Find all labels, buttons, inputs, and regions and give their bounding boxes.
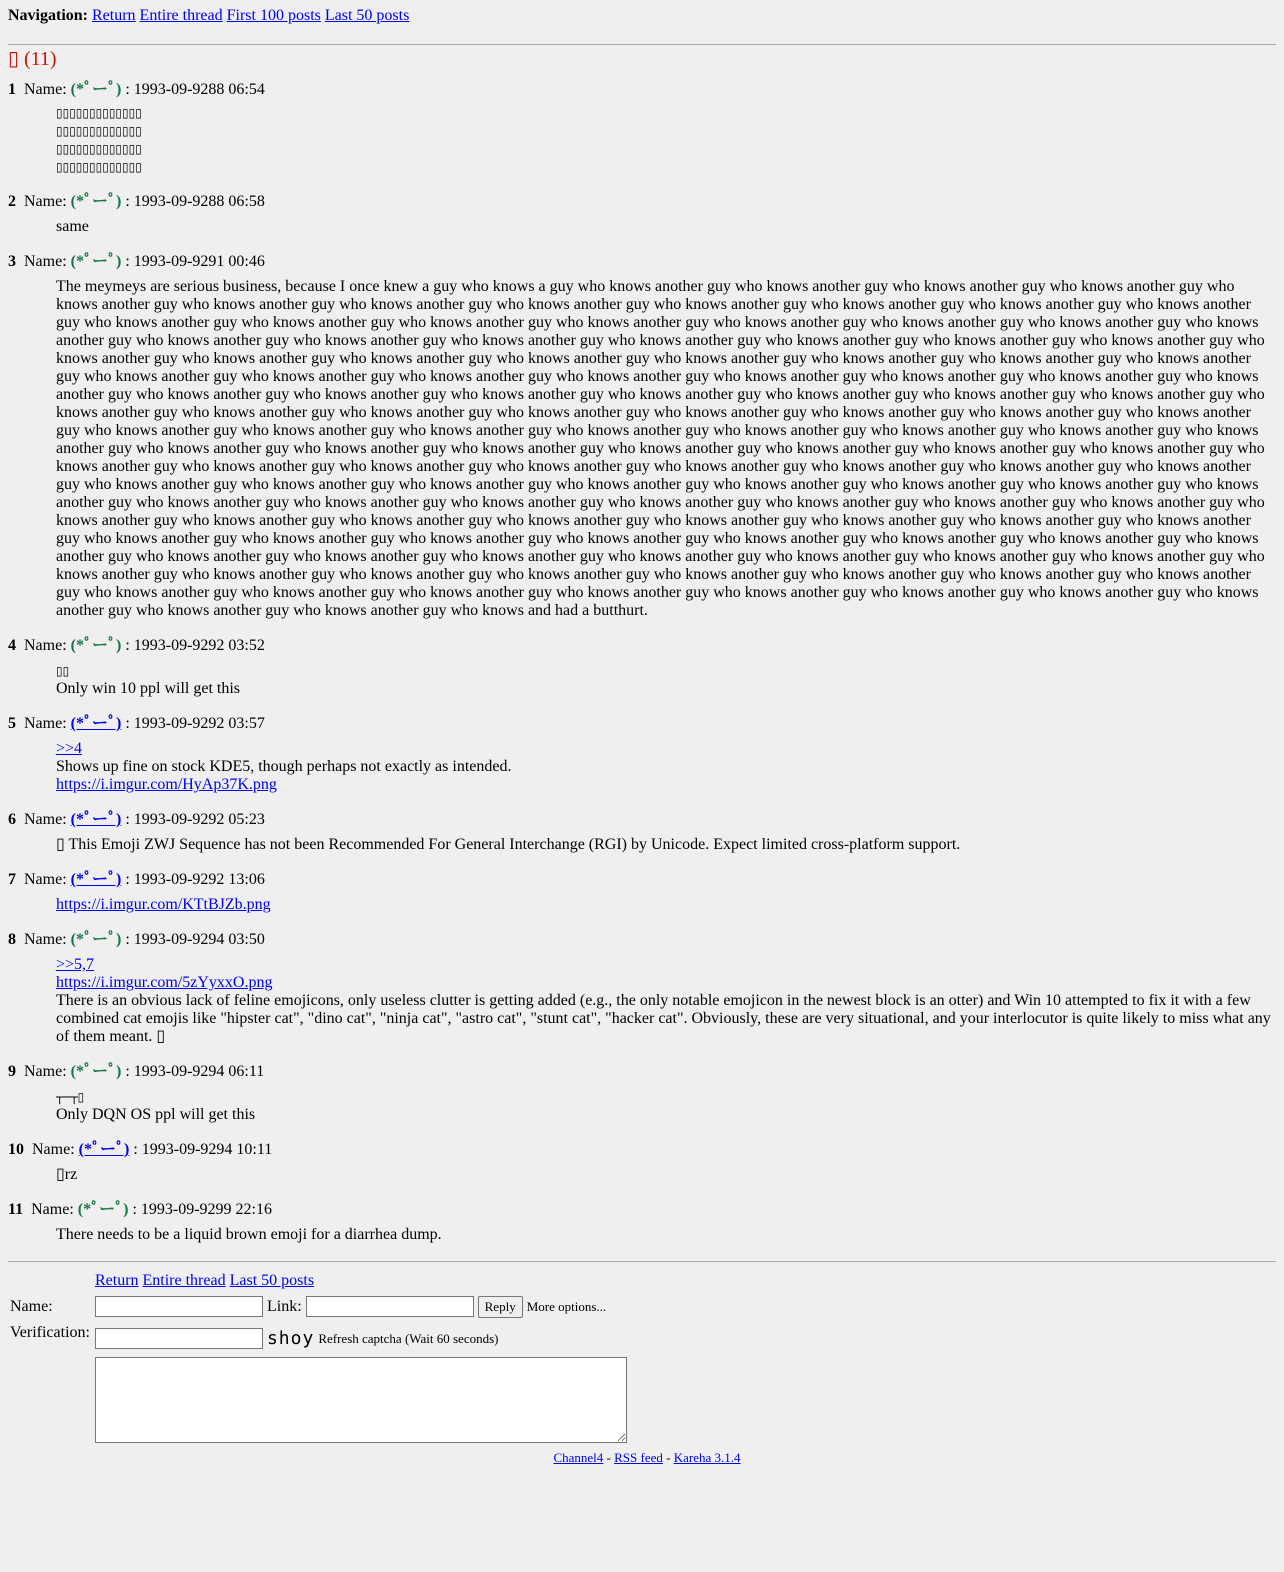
post-date: : 1993-09-9299 22:16 <box>132 1201 272 1218</box>
post-line: ┬─┬▯ <box>56 1090 85 1104</box>
post-header <box>8 192 1276 212</box>
post <box>8 930 1276 1046</box>
post <box>8 80 1276 176</box>
post-body <box>56 1226 1276 1244</box>
post-header <box>8 810 1276 830</box>
poster-name-link[interactable]: (*ﾟーﾟ) <box>70 811 122 828</box>
post <box>8 192 1276 236</box>
post-body <box>56 1166 1276 1184</box>
post-body <box>56 896 1276 914</box>
captcha-image: shoy <box>266 1327 315 1349</box>
post-header <box>8 714 1276 734</box>
nav-last-50-link[interactable]: Last 50 posts <box>324 7 410 24</box>
post-body <box>56 956 1276 1046</box>
post-number: 3 <box>8 253 16 270</box>
footer <box>8 1450 1276 1466</box>
name-label: Name: <box>24 931 67 948</box>
quote-link[interactable]: >>4 <box>56 740 83 757</box>
post-body <box>56 278 1276 620</box>
captcha-field[interactable] <box>95 1328 263 1349</box>
name-label: Name: <box>32 1141 75 1158</box>
footer-separator: - <box>666 1450 671 1465</box>
post-line: same <box>56 218 89 235</box>
post <box>8 1062 1276 1124</box>
nav-return-link[interactable]: Return <box>92 7 136 24</box>
post-date: : 1993-09-9292 05:23 <box>125 811 265 828</box>
poster-name: (*ﾟーﾟ) <box>70 81 122 98</box>
post-date: : 1993-09-9288 06:54 <box>125 81 265 98</box>
nav-first-100-link[interactable]: First 100 posts <box>226 7 321 24</box>
poster-name: (*ﾟーﾟ) <box>70 193 122 210</box>
image-url-link[interactable]: https://i.imgur.com/KTtBJZb.png <box>56 896 271 913</box>
form-last-50-link[interactable]: Last 50 posts <box>229 1272 315 1289</box>
post-body <box>56 1088 1276 1124</box>
post-line: Shows up fine on stock KDE5, though perhaps not exactly as intended. <box>56 758 512 775</box>
link-field-label: Link: <box>266 1298 302 1315</box>
post-body <box>56 104 1276 176</box>
post-number: 1 <box>8 81 16 98</box>
post-line: There needs to be a liquid brown emoji for a diarrhea dump. <box>56 1226 442 1243</box>
post-number: 7 <box>8 871 16 888</box>
post-line: ▯▯▯▯▯▯▯▯▯▯▯▯▯ <box>56 142 142 156</box>
post <box>8 636 1276 698</box>
footer-rss-link[interactable]: RSS feed <box>614 1450 663 1465</box>
post-list <box>8 80 1276 1244</box>
reply-count: (11) <box>24 48 57 70</box>
post-header <box>8 870 1276 890</box>
name-label: Name: <box>24 81 67 98</box>
poster-name: (*ﾟーﾟ) <box>70 637 122 654</box>
post-line: ▯▯ <box>56 664 70 678</box>
footer-channel4-link[interactable]: Channel4 <box>553 1450 604 1465</box>
title-glyph: ▯ <box>8 48 20 70</box>
post <box>8 714 1276 794</box>
post-line: ▯▯▯▯▯▯▯▯▯▯▯▯▯ <box>56 124 142 138</box>
post-date: : 1993-09-9292 03:57 <box>125 715 265 732</box>
link-field[interactable] <box>306 1296 474 1317</box>
post-line: ▯▯▯▯▯▯▯▯▯▯▯▯▯ <box>56 160 142 174</box>
divider <box>8 1261 1276 1262</box>
name-label: Name: <box>24 637 67 654</box>
post-text: The meymeys are serious business, because I once knew a guy who knows a guy who knows another guy who knows another guy who knows another guy who knows another guy who knows another guy who knows another guy who knows another guy who knows another guy who knows another guy who knows another guy who knows another guy who knows another guy who knows another guy who knows another guy who knows another guy who knows another guy who knows another guy who knows another guy who knows another guy who knows another guy who knows another guy who knows another guy who knows another guy who knows another guy who knows another guy who knows another guy who knows another guy who knows another guy who knows another guy who knows another guy who knows another guy who knows another guy who knows another guy who knows another guy who knows another guy who knows another guy who knows another guy who knows another guy who knows another guy who knows another guy who knows another guy who knows another guy who knows another guy who knows another guy who knows another guy who knows another guy who knows another guy who knows another guy who knows another guy who knows another guy who knows another guy who knows another guy who knows another guy who knows another guy who knows another guy who knows another guy who knows another guy who knows another guy who knows another guy who knows another guy who knows another guy who knows another guy who knows another guy who knows another guy who knows another guy who knows another guy who knows another guy who knows another guy who knows another guy who knows another guy who knows another guy who knows another guy who knows another guy who knows another guy who knows another guy who knows another guy who knows another guy who knows another guy who knows another guy who knows another guy who knows another guy who knows another guy who knows another guy who knows another guy who knows another guy who knows another guy who knows another guy who knows another guy who knows another guy who knows another guy who knows another guy who knows another guy who knows another guy who knows another guy who knows another guy who knows another guy who knows another guy who knows another guy who knows another guy who knows another guy who knows another guy who knows another guy who knows another guy who knows another guy who knows another guy who knows another guy who knows another guy who knows another guy who knows another guy who knows another guy who knows another guy who knows another guy who knows another guy who knows another guy who knows another guy who knows another guy who knows another guy who knows another guy who knows another guy who knows another guy who knows another guy who knows another guy who knows another guy who knows another guy who knows another guy who knows another guy who knows another guy who knows another guy who knows another guy who knows another guy who knows another guy who knows another guy who knows another guy who knows another guy who knows another guy who knows another guy who knows another guy who knows and had a butthurt. <box>56 278 1265 619</box>
post-line: ▯▯▯▯▯▯▯▯▯▯▯▯▯ <box>56 106 142 120</box>
post-date: : 1993-09-9292 03:52 <box>125 637 265 654</box>
poster-name-link[interactable]: (*ﾟーﾟ) <box>78 1141 130 1158</box>
post <box>8 1140 1276 1184</box>
post-header <box>8 80 1276 100</box>
post-header <box>8 252 1276 272</box>
form-entire-thread-link[interactable]: Entire thread <box>142 1272 226 1289</box>
post-line: ▯ This Emoji ZWJ Sequence has not been Recommended For General Interchange (RGI) by Unicode. Expect limited cross-platform support. <box>56 836 961 853</box>
post-date: : 1993-09-9288 06:58 <box>125 193 265 210</box>
post-header <box>8 1200 1276 1220</box>
poster-name-link[interactable]: (*ﾟーﾟ) <box>70 715 122 732</box>
post-body <box>56 836 1276 854</box>
thread-title <box>8 45 1276 75</box>
name-label: Name: <box>24 715 67 732</box>
name-label: Name: <box>24 253 67 270</box>
name-field-label: Name: <box>10 1298 53 1315</box>
post-body <box>56 662 1276 698</box>
post-text: There is an obvious lack of feline emojicons, only useless clutter is getting added (e.g., the only notable emojicon in the newest block is an otter) and Win 10 attempted to fix it with a few combined cat emojis like "hipster cat", "dino cat", "ninja cat", "astro cat", "stunt cat", "hacker cat". Obviously, these are very situational, and your interlocutor is quite likely to miss what any of them meant. ▯ <box>56 992 1271 1045</box>
post <box>8 252 1276 620</box>
post-header <box>8 1140 1276 1160</box>
name-label: Name: <box>24 811 67 828</box>
post-date: : 1993-09-9294 06:11 <box>125 1063 265 1080</box>
post-header <box>8 1062 1276 1082</box>
name-label: Name: <box>31 1201 74 1218</box>
post-number: 2 <box>8 193 16 210</box>
post-date: : 1993-09-9292 13:06 <box>125 871 265 888</box>
post-header <box>8 636 1276 656</box>
poster-name: (*ﾟーﾟ) <box>70 931 122 948</box>
comment-textarea[interactable] <box>95 1357 627 1443</box>
post-date: : 1993-09-9294 10:11 <box>133 1141 273 1158</box>
captcha-refresh-note[interactable]: Refresh captcha (Wait 60 seconds) <box>318 1330 499 1346</box>
more-options-link[interactable]: More options... <box>526 1299 607 1314</box>
post <box>8 870 1276 914</box>
name-field[interactable] <box>95 1296 263 1317</box>
form-return-link[interactable]: Return <box>94 1272 139 1289</box>
post-header <box>8 930 1276 950</box>
name-label: Name: <box>24 193 67 210</box>
post-number: 5 <box>8 715 16 732</box>
navigation-bar <box>8 0 1276 26</box>
post-line: ▯rz <box>56 1166 78 1183</box>
post-date: : 1993-09-9294 03:50 <box>125 931 265 948</box>
poster-name: (*ﾟーﾟ) <box>77 1201 129 1218</box>
navigation-label: Navigation: <box>8 7 88 24</box>
poster-name-link[interactable]: (*ﾟーﾟ) <box>70 871 122 888</box>
poster-name: (*ﾟーﾟ) <box>70 1063 122 1080</box>
name-label: Name: <box>24 871 67 888</box>
post-body <box>56 740 1276 794</box>
footer-kareha-link[interactable]: Kareha 3.1.4 <box>673 1450 741 1465</box>
verification-label: Verification: <box>10 1324 90 1341</box>
post-number: 4 <box>8 637 16 654</box>
post-number: 6 <box>8 811 16 828</box>
form-nav <box>95 1270 627 1292</box>
name-label: Name: <box>24 1063 67 1080</box>
post-body <box>56 218 1276 236</box>
post-number: 10 <box>8 1141 24 1158</box>
image-url-link[interactable]: https://i.imgur.com/5zYyxxO.png <box>56 974 273 991</box>
footer-separator: - <box>606 1450 611 1465</box>
post-line: Only DQN OS ppl will get this <box>56 1106 256 1123</box>
post <box>8 810 1276 854</box>
image-url-link[interactable]: https://i.imgur.com/HyAp37K.png <box>56 776 277 793</box>
post-date: : 1993-09-9291 00:46 <box>125 253 265 270</box>
nav-entire-thread-link[interactable]: Entire thread <box>139 7 223 24</box>
reply-button[interactable]: Reply <box>478 1296 523 1318</box>
poster-name: (*ﾟーﾟ) <box>70 253 122 270</box>
post <box>8 1200 1276 1244</box>
post-number: 8 <box>8 931 16 948</box>
reply-form <box>7 1270 630 1448</box>
post-number: 11 <box>8 1201 24 1218</box>
post-line: Only win 10 ppl will get this <box>56 680 240 697</box>
post-number: 9 <box>8 1063 16 1080</box>
quote-link[interactable]: >>5,7 <box>56 956 95 973</box>
